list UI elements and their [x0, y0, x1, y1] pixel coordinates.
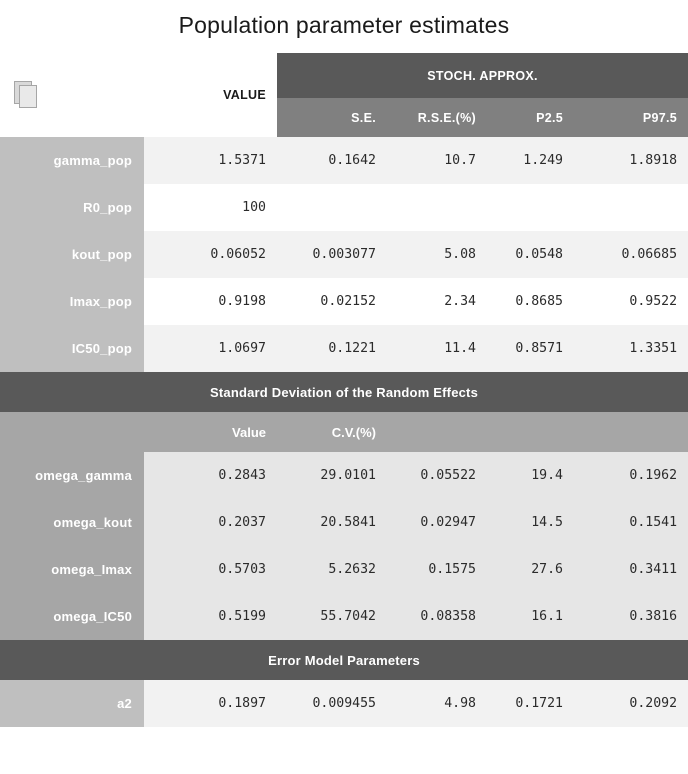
cell-p25: 0.1962: [574, 452, 688, 499]
cell-cv: 29.0101: [277, 452, 387, 499]
cell-rse: 10.7: [387, 137, 487, 184]
row-label: a2: [0, 680, 144, 727]
cell-p25: [487, 184, 574, 231]
cell-value: 1.5371: [144, 137, 277, 184]
section-header-error-model: [0, 640, 688, 680]
table-row: [0, 231, 688, 278]
document-stack-icon-cell: [0, 53, 144, 137]
cell-rse: 14.5: [487, 499, 574, 546]
row-label: gamma_pop: [0, 137, 144, 184]
table-row: [0, 278, 688, 325]
cell-se: 0.003077: [277, 231, 387, 278]
row-label: kout_pop: [0, 231, 144, 278]
table-row: [0, 593, 688, 640]
cell-rse: 16.1: [487, 593, 574, 640]
population-parameter-estimates-table: [0, 53, 688, 727]
header-value: VALUE: [144, 53, 277, 137]
cell-value: 0.5199: [144, 593, 277, 640]
cell-rse: [387, 184, 487, 231]
random-effects-subheader-row: [0, 412, 688, 452]
cell-p975: 0.2092: [574, 680, 688, 727]
cell-p975: [574, 184, 688, 231]
header-rse: R.S.E.(%): [387, 98, 487, 137]
header-p975: P97.5: [574, 98, 688, 137]
cell-se: 0.05522: [387, 452, 487, 499]
cell-p975: 0.06685: [574, 231, 688, 278]
cell-se: 0.02152: [277, 278, 387, 325]
header-se: S.E.: [277, 98, 387, 137]
cell-cv: 55.7042: [277, 593, 387, 640]
cell-value: 100: [144, 184, 277, 231]
subheader-blank: [0, 412, 144, 452]
row-label: omega_Imax: [0, 546, 144, 593]
table-header-row-1: [0, 53, 688, 98]
row-label: IC50_pop: [0, 325, 144, 372]
cell-cv: 20.5841: [277, 499, 387, 546]
cell-value: 1.0697: [144, 325, 277, 372]
table-row: [0, 546, 688, 593]
subheader-value: Value: [144, 412, 277, 452]
cell-p975: 1.3351: [574, 325, 688, 372]
section-title: Standard Deviation of the Random Effects: [0, 372, 688, 412]
cell-cv: 5.2632: [277, 546, 387, 593]
table-row: [0, 325, 688, 372]
cell-p25: 0.8571: [487, 325, 574, 372]
cell-se: 0.009455: [277, 680, 387, 727]
cell-p25: 0.0548: [487, 231, 574, 278]
cell-p25: 0.3816: [574, 593, 688, 640]
header-stoch-approx: STOCH. APPROX.: [277, 53, 688, 98]
cell-p25: 0.8685: [487, 278, 574, 325]
subheader-blank-3: [487, 412, 574, 452]
section-header-random-effects: [0, 372, 688, 412]
cell-rse: 5.08: [387, 231, 487, 278]
cell-p25: 0.3411: [574, 546, 688, 593]
cell-value: 0.2037: [144, 499, 277, 546]
cell-se: 0.1642: [277, 137, 387, 184]
cell-rse: 11.4: [387, 325, 487, 372]
cell-se: [277, 184, 387, 231]
cell-p975: 1.8918: [574, 137, 688, 184]
cell-rse: 2.34: [387, 278, 487, 325]
cell-rse: 19.4: [487, 452, 574, 499]
row-label: omega_IC50: [0, 593, 144, 640]
cell-value: 0.2843: [144, 452, 277, 499]
section-title: Error Model Parameters: [0, 640, 688, 680]
subheader-cv: C.V.(%): [277, 412, 387, 452]
page-title: Population parameter estimates: [178, 12, 510, 38]
cell-se: 0.1575: [387, 546, 487, 593]
document-stack-icon: [14, 81, 36, 107]
table-row: [0, 680, 688, 727]
row-label: omega_gamma: [0, 452, 144, 499]
cell-se: 0.08358: [387, 593, 487, 640]
row-label: Imax_pop: [0, 278, 144, 325]
cell-se: 0.02947: [387, 499, 487, 546]
cell-value: 0.06052: [144, 231, 277, 278]
cell-se: 0.1221: [277, 325, 387, 372]
subheader-blank-2: [387, 412, 487, 452]
cell-value: 0.5703: [144, 546, 277, 593]
table-row: [0, 137, 688, 184]
row-label: omega_kout: [0, 499, 144, 546]
cell-value: 0.1897: [144, 680, 277, 727]
cell-value: 0.9198: [144, 278, 277, 325]
cell-p975: 0.9522: [574, 278, 688, 325]
cell-p25: 1.249: [487, 137, 574, 184]
cell-p25: 0.1541: [574, 499, 688, 546]
subheader-blank-4: [574, 412, 688, 452]
cell-p25: 0.1721: [487, 680, 574, 727]
table-row: [0, 184, 688, 231]
cell-rse: 27.6: [487, 546, 574, 593]
table-row: [0, 452, 688, 499]
table-row: [0, 499, 688, 546]
cell-rse: 4.98: [387, 680, 487, 727]
row-label: R0_pop: [0, 184, 144, 231]
header-p25: P2.5: [487, 98, 574, 137]
